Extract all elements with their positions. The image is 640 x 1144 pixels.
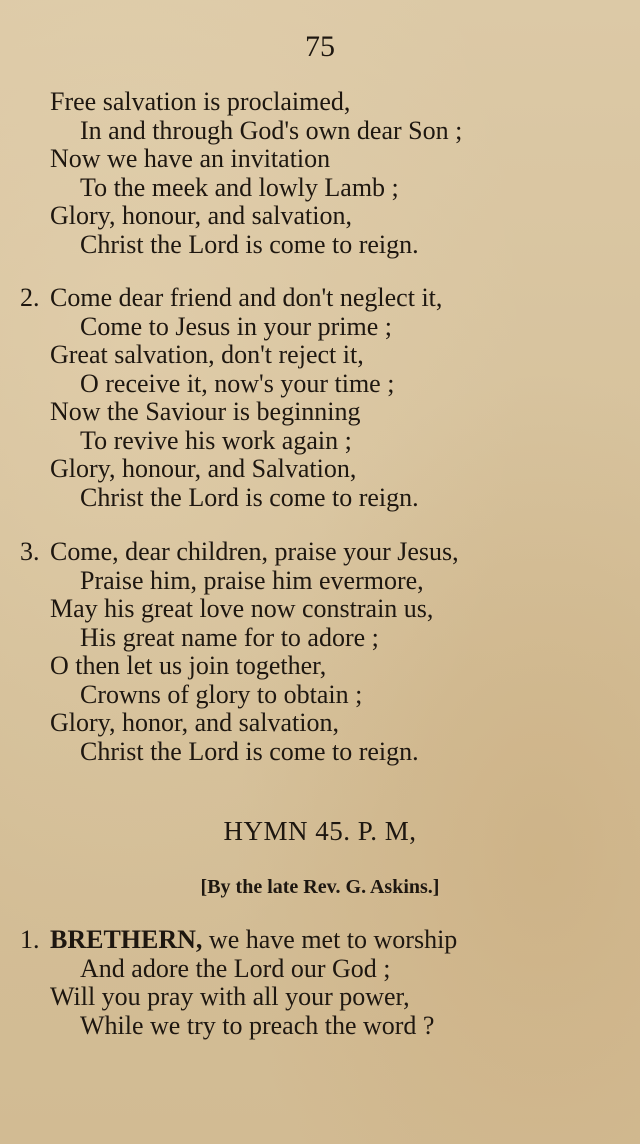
- verse-line: Glory, honor, and salvation,: [50, 708, 339, 737]
- verse-line: Come to Jesus in your prime ;: [80, 311, 392, 341]
- verse-line: While we try to preach the word ?: [80, 1010, 435, 1040]
- verse-line: To the meek and lowly Lamb ;: [80, 172, 399, 202]
- hymn-title: HYMN 45. P. M,: [223, 816, 417, 846]
- verse-line-text: Come dear friend and don't neglect it,: [50, 283, 443, 312]
- page-number: 75: [305, 30, 335, 63]
- verse-line: May his great love now constrain us,: [50, 594, 434, 623]
- verse-line: Glory, honour, and salvation,: [50, 201, 352, 230]
- verse-line: And adore the Lord our God ;: [80, 953, 391, 983]
- stanza-continued: [0, 88, 640, 259]
- opening-word: BRETHERN,: [50, 925, 203, 954]
- verse-line: Now we have an invitation: [50, 144, 331, 173]
- stanza-number: 1.: [20, 925, 40, 954]
- verse-line: Crowns of glory to obtain ;: [80, 679, 363, 709]
- stanza-number: 2.: [20, 283, 40, 312]
- verse-line: O then let us join together,: [50, 651, 327, 680]
- verse-line: Now the Saviour is beginning: [50, 397, 361, 426]
- hymn-45-stanza-1: [0, 926, 640, 1040]
- verse-line: [0, 538, 640, 567]
- verse-line: Great salvation, don't reject it,: [50, 340, 364, 369]
- verse-line-text: we have met to worship: [202, 925, 458, 954]
- verse-line: To revive his work again ;: [80, 425, 352, 455]
- verse-line: [0, 926, 640, 955]
- verse-line: Christ the Lord is come to reign.: [80, 482, 419, 512]
- verse-line: Glory, honour, and Salvation,: [50, 454, 357, 483]
- hymn-attribution: [By the late Rev. G. Askins.]: [200, 876, 440, 898]
- verse-line: Praise him, praise him evermore,: [80, 565, 424, 595]
- stanza-3: [0, 538, 640, 766]
- verse-line: Free salvation is proclaimed,: [50, 87, 351, 116]
- verse-line: His great name for to adore ;: [80, 622, 379, 652]
- stanza-number: 3.: [20, 537, 40, 566]
- verse-line: Christ the Lord is come to reign.: [80, 229, 419, 259]
- verse-line: Will you pray with all your power,: [50, 982, 410, 1011]
- verse-line: [0, 284, 640, 313]
- verse-line: Christ the Lord is come to reign.: [80, 736, 419, 766]
- verse-line: In and through God's own dear Son ;: [80, 115, 463, 145]
- verse-line-text: Come, dear children, praise your Jesus,: [50, 537, 459, 566]
- stanza-2: [0, 284, 640, 512]
- verse-line: O receive it, now's your time ;: [80, 368, 395, 398]
